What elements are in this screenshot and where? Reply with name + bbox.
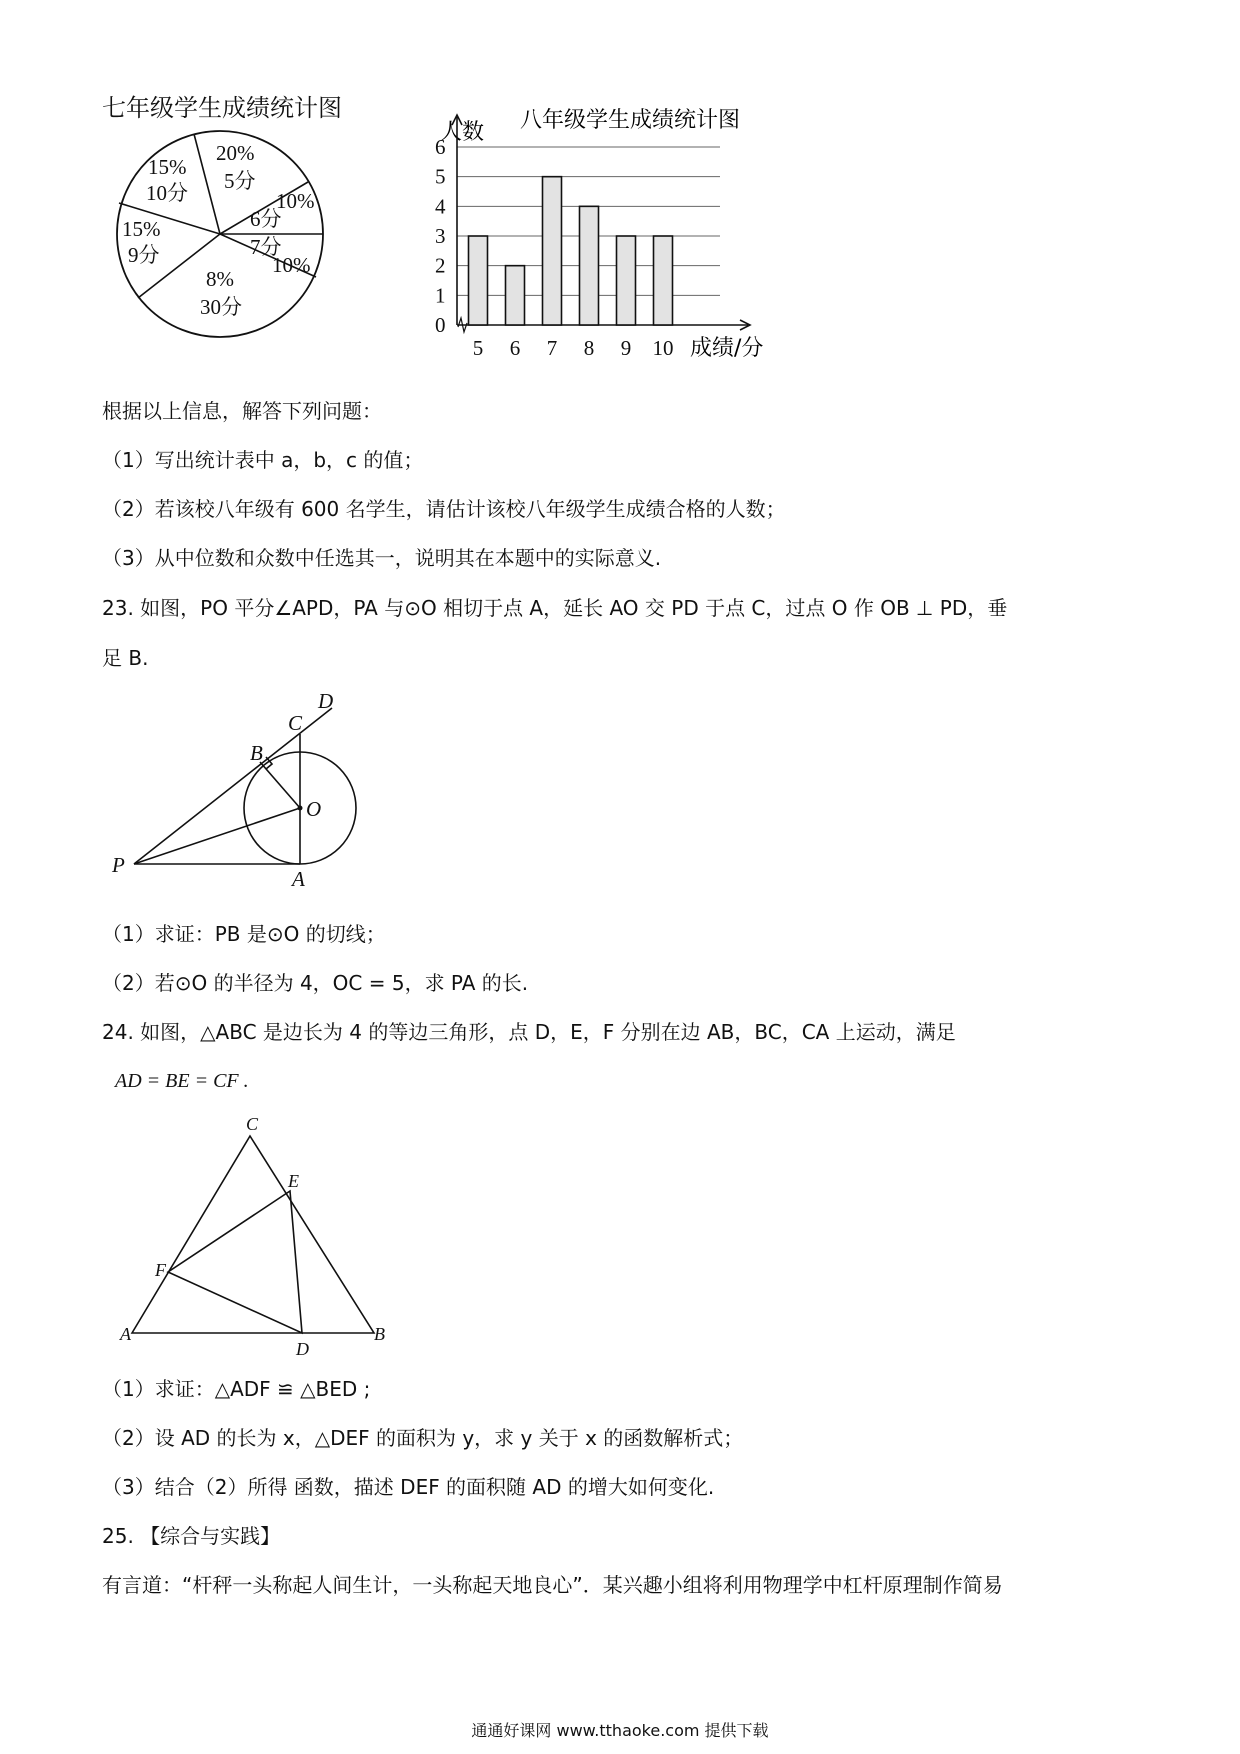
q22-intro: 根据以上信息，解答下列问题： bbox=[102, 399, 382, 423]
label-o: O bbox=[306, 797, 322, 821]
q22-part3: （3）从中位数和众数中任选其一，说明其在本题中的实际意义. bbox=[102, 546, 662, 570]
bar bbox=[506, 266, 525, 325]
bar-chart bbox=[430, 105, 870, 365]
label-c: C bbox=[288, 711, 303, 735]
pie-slice-3-pct: 10% bbox=[272, 253, 311, 277]
q24-stem-line2: AD = BE = CF . bbox=[115, 1070, 249, 1092]
q24-part1: （1）求证：△ADF ≌ △BED ; bbox=[102, 1377, 371, 1401]
x-tick-label: 5 bbox=[472, 336, 484, 360]
pie-slice-4-score: 30分 bbox=[200, 295, 242, 319]
x-tick-label: 6 bbox=[509, 336, 521, 360]
y-tick-label: 0 bbox=[435, 313, 446, 337]
pie-slice-6-pct: 15% bbox=[148, 155, 187, 179]
bar bbox=[469, 236, 488, 325]
pie-slice-2-score: 6分 bbox=[250, 207, 282, 231]
x-axis-label: 成绩/分 bbox=[690, 336, 764, 361]
q24-figure bbox=[110, 1110, 400, 1360]
q23-stem-line2: 足 B. bbox=[102, 646, 149, 670]
label-b: B bbox=[250, 741, 263, 765]
bar bbox=[654, 236, 673, 325]
x-tick-label: 8 bbox=[583, 336, 595, 360]
bar bbox=[580, 206, 599, 325]
q22-part1: （1）写出统计表中 a，b，c 的值； bbox=[102, 448, 424, 472]
label-a: A bbox=[120, 1324, 131, 1344]
pie-slice-5-pct: 15% bbox=[122, 217, 161, 241]
pie-slice-1-score: 5分 bbox=[224, 169, 256, 193]
q24-part2: （2）设 AD 的长为 x，△DEF 的面积为 y，求 y 关于 x 的函数解析式； bbox=[102, 1426, 744, 1450]
bar bbox=[543, 177, 562, 325]
q25-line1: 有言道：“杆秤一头称起人间生计，一头称起天地良心”．某兴趣小组将利用物理学中杠杆原理制作简易 bbox=[102, 1573, 1003, 1597]
line-pd bbox=[134, 708, 332, 864]
y-tick-label: 3 bbox=[435, 224, 446, 248]
y-tick-label: 1 bbox=[435, 283, 446, 308]
y-axis-label: 人数 bbox=[440, 120, 485, 145]
label-d: D bbox=[296, 1339, 309, 1359]
q23-part2: （2）若⊙O 的半径为 4，OC = 5，求 PA 的长. bbox=[102, 971, 529, 995]
label-b: B bbox=[374, 1324, 385, 1344]
triangle-def bbox=[168, 1191, 302, 1333]
x-tick-label: 7 bbox=[546, 336, 558, 360]
x-tick-label: 10 bbox=[652, 336, 674, 360]
triangle-abc bbox=[132, 1136, 374, 1333]
pie-slice-1-pct: 20% bbox=[216, 141, 255, 165]
q23-stem-line1: 23. 如图，PO 平分∠APD，PA 与⊙O 相切于点 A，延长 AO 交 PD 于点 C，过点 O 作 OB ⊥ PD，垂 bbox=[102, 596, 1008, 620]
label-d: D bbox=[318, 690, 334, 713]
q24-stem-line1: 24. 如图，△ABC 是边长为 4 的等边三角形，点 D，E，F 分别在边 AB，BC，CA 上运动，满足 bbox=[102, 1020, 956, 1044]
x-tick-label: 9 bbox=[620, 336, 632, 360]
pie-slice-4-pct: 8% bbox=[206, 267, 234, 291]
q24-part3: （3）结合（2）所得 函数，描述 DEF 的面积随 AD 的增大如何变化. bbox=[102, 1475, 715, 1499]
footer: 通通好课网 www.tthaoke.com 提供下载 bbox=[471, 1721, 769, 1740]
pie-slice-5-score: 9分 bbox=[128, 243, 160, 267]
y-tick-label: 6 bbox=[435, 135, 446, 159]
label-f: F bbox=[155, 1260, 166, 1280]
label-c: C bbox=[246, 1114, 259, 1134]
line-po bbox=[134, 808, 300, 864]
q23-part1: （1）求证：PB 是⊙O 的切线； bbox=[102, 922, 386, 946]
q22-part2: （2）若该校八年级有 600 名学生，请估计该校八年级学生成绩合格的人数； bbox=[102, 497, 786, 521]
y-tick-label: 4 bbox=[435, 194, 446, 219]
pie-slice-3-score: 7分 bbox=[250, 235, 282, 259]
label-a: A bbox=[292, 867, 305, 891]
label-e: E bbox=[288, 1171, 299, 1191]
q23-figure bbox=[100, 690, 380, 900]
y-tick-label: 2 bbox=[435, 253, 446, 278]
pie-slice-2-pct: 10% bbox=[276, 189, 315, 213]
q25-title: 25. 【综合与实践】 bbox=[102, 1524, 281, 1548]
chart-title: 八年级学生成绩统计图 bbox=[520, 108, 741, 133]
bar bbox=[617, 236, 636, 325]
label-p: P bbox=[112, 853, 125, 877]
pie-slice-6-score: 10分 bbox=[146, 181, 188, 205]
y-tick-label: 5 bbox=[435, 164, 446, 189]
pie-chart bbox=[110, 130, 340, 350]
pie-title: 七年级学生成绩统计图 bbox=[102, 94, 342, 122]
